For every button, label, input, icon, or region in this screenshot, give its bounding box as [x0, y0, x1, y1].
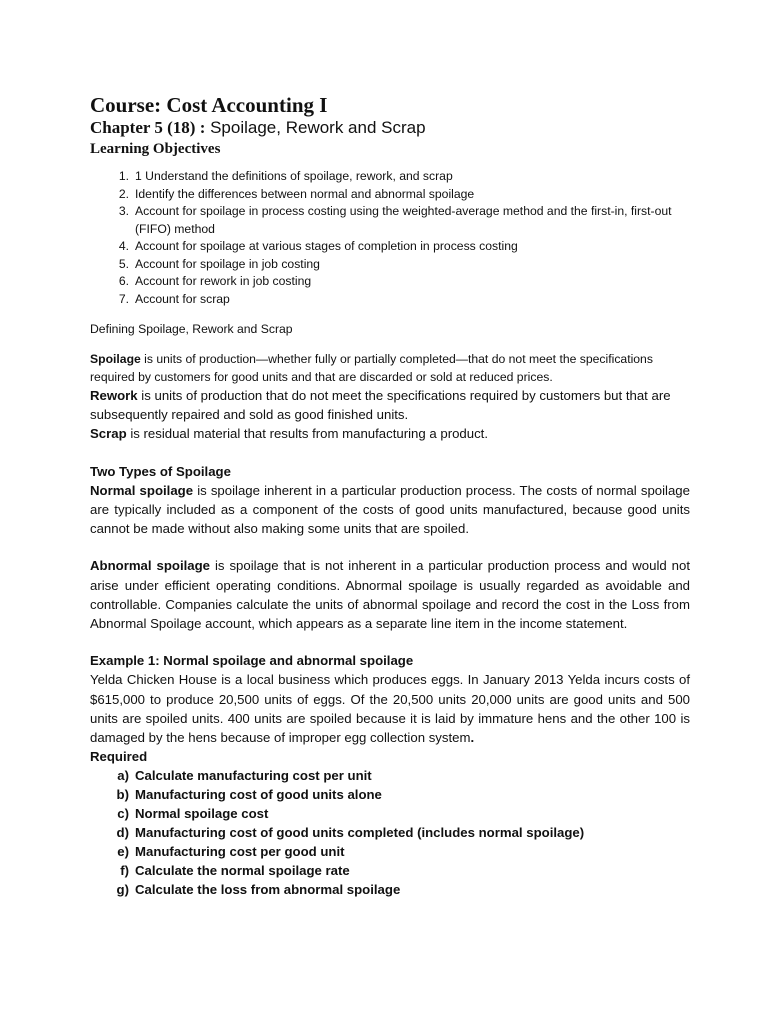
document-page [90, 93, 690, 899]
normal-spoilage-term: Normal spoilage [90, 482, 194, 498]
list-item: 6. Account for rework in job costing [118, 274, 312, 288]
required-heading: Required [90, 749, 148, 765]
list-item: g) Calculate the loss from abnormal spoilage [116, 882, 401, 898]
scrap-term: Scrap [90, 426, 127, 442]
list-item: 7. Account for scrap [118, 291, 230, 306]
abnormal-spoilage-term: Abnormal spoilage [90, 558, 211, 574]
objectives-list [90, 168, 690, 308]
list-item: d) Manufacturing cost of good units completed (includes normal spoilage) [116, 825, 585, 841]
list-item: 5. Account for spoilage in job costing [118, 256, 320, 271]
learning-objectives-heading: Learning Objectives [90, 141, 221, 157]
defining-heading: Defining Spoilage, Rework and Scrap [90, 322, 293, 336]
requirements-list [90, 766, 690, 899]
list-item: 3. Account for spoilage in process costing using the weighted-average method and the first-in, first-out (FIFO) method [118, 204, 672, 236]
chapter-label: Chapter 5 (18) : [90, 118, 206, 137]
two-types-heading: Two Types of Spoilage [90, 463, 231, 479]
list-item: a) Calculate manufacturing cost per unit [117, 768, 372, 784]
abnormal-spoilage-paragraph: Abnormal spoilage is spoilage that is not inherent in a particular production process and would not arise under efficient operating conditions. Abnormal spoilage is usually regarded as avoidable and controllable. Companies calculate the units of abnormal spoilage and record the cost in the Loss from Abnormal Spoilage account, which appears as a separate line item in the income statement. [90, 558, 690, 632]
example-paragraph: Yelda Chicken House is a local business which produces eggs. In January 2013 Yelda incurs costs of $615,000 to produce 20,500 units of eggs. Of the 20,500 units 20,000 units are good units and 500 units are spoiled units. 400 units are spoiled because it is laid by immature hens and the other 100 is damaged by the hens because of improper egg collection system. [90, 672, 690, 746]
spoilage-term: Spoilage [90, 352, 141, 366]
list-item: 1. 1 Understand the definitions of spoilage, rework, and scrap [118, 169, 453, 183]
list-item: f) Calculate the normal spoilage rate [120, 863, 350, 879]
spoilage-definition: Spoilage is units of production—whether fully or partially completed—that do not meet the specifications required by customers for good units and that are discarded or sold at reduced prices. [90, 352, 653, 384]
rework-term: Rework [90, 388, 138, 403]
chapter-title: Spoilage, Rework and Scrap [205, 118, 426, 137]
course-title: Course: Cost Accounting I [90, 93, 328, 117]
list-item: e) Manufacturing cost per good unit [117, 844, 345, 860]
list-item: b) Manufacturing cost of good units alone [116, 787, 382, 803]
chapter-heading [90, 117, 690, 139]
list-item: 2. Identify the differences between normal and abnormal spoilage [118, 186, 475, 201]
rework-definition: Rework is units of production that do not meet the specifications required by customers but that are subsequently repaired and sold as good finished units. [90, 388, 671, 423]
normal-spoilage-paragraph: Normal spoilage is spoilage inherent in a particular production process. The costs of normal spoilage are typically included as a component of the costs of good units manufactured, because good units cannot be made without also making some units that are spoiled. [90, 482, 690, 537]
list-item: c) Normal spoilage cost [117, 806, 269, 822]
list-item: 4. Account for spoilage at various stages of completion in process costing [118, 239, 518, 253]
scrap-definition: Scrap is residual material that results from manufacturing a product. [90, 426, 489, 442]
example-heading: Example 1: Normal spoilage and abnormal spoilage [90, 653, 414, 669]
